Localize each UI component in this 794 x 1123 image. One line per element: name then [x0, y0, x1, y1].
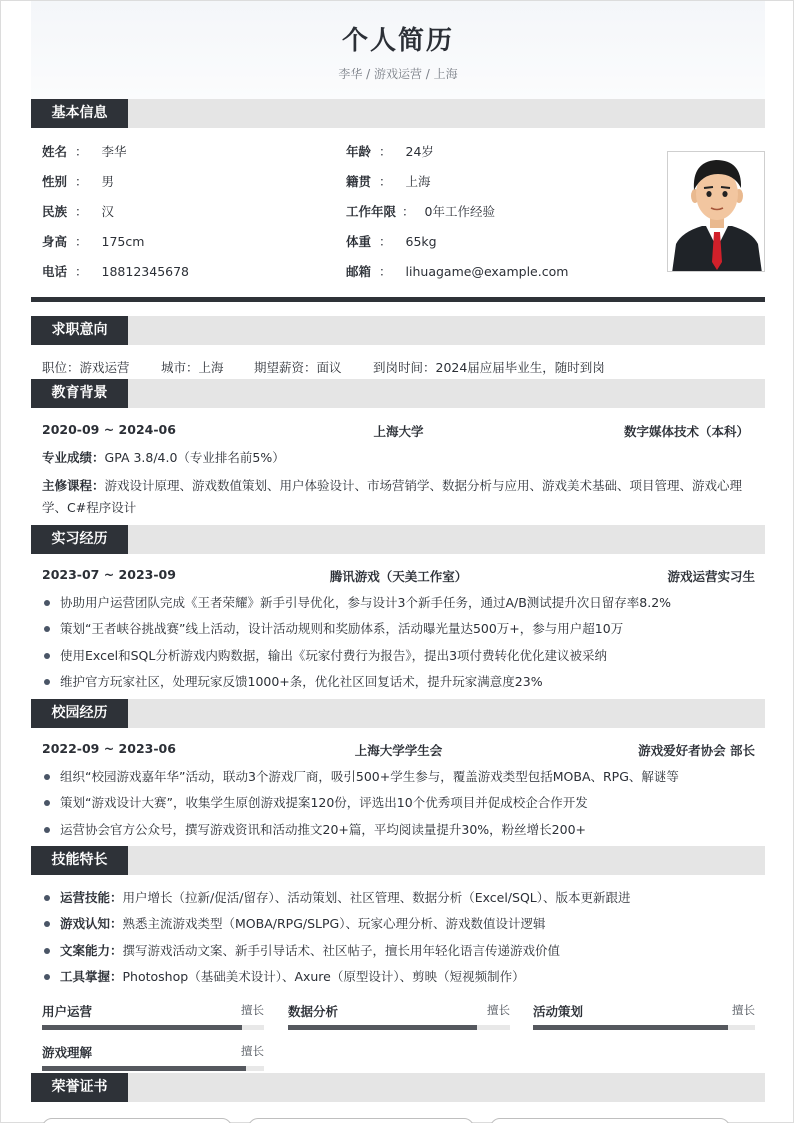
- internship-period: 2023-07 ~ 2023-09: [42, 567, 176, 582]
- honor-badge: [42, 1118, 232, 1123]
- info-label: 民族: [42, 204, 68, 219]
- courses-label: 主修课程：: [42, 478, 105, 493]
- section-header-internship: [31, 525, 765, 554]
- info-value: 65kg: [405, 234, 437, 249]
- skill-bar-track: [42, 1025, 264, 1030]
- info-value: 18812345678: [101, 264, 190, 279]
- section-header-campus: [31, 699, 765, 728]
- info-colon: ：: [75, 234, 88, 249]
- section-title-honors: 荣誉证书: [31, 1073, 128, 1102]
- info-phone: [42, 263, 189, 281]
- info-colon: ：: [75, 264, 88, 279]
- skill-bar-level: 擅长: [487, 1003, 510, 1017]
- skill-bar-name: 数据分析: [288, 1004, 339, 1019]
- info-label: 姓名: [42, 144, 68, 159]
- section-title-internship: 实习经历: [31, 525, 128, 554]
- education-row: [42, 422, 755, 440]
- info-value: 汉: [101, 204, 115, 219]
- intent-position: 职位：游戏运营: [42, 360, 130, 375]
- info-value: 李华: [101, 144, 127, 159]
- gpa-value: GPA 3.8/4.0（专业排名前5%）: [104, 450, 285, 465]
- skill-bar-name: 活动策划: [533, 1004, 584, 1019]
- list-item: 协助用户运营团队完成《王者荣耀》新手引导优化，参与设计3个新手任务，通过A/B测试提升次日留存率8.2%: [42, 590, 755, 616]
- education-major: 数字媒体技术（本科）: [623, 424, 749, 439]
- honor-badge: [248, 1118, 474, 1123]
- skill-bar-level: 擅长: [241, 1044, 264, 1058]
- info-label: 电话: [42, 264, 68, 279]
- campus-list: [42, 764, 755, 843]
- intent-city: 城市：上海: [161, 360, 224, 375]
- list-item: 使用Excel和SQL分析游戏内购数据，输出《玩家付费行为报告》，提出3项付费转化优化建议被采纳: [42, 643, 755, 669]
- courses-value: 游戏设计原理、游戏数值策划、用户体验设计、市场营销学、数据分析与应用、游戏美术基础、项目管理、游戏心理学、C#程序设计: [42, 478, 743, 515]
- info-value: 175cm: [101, 234, 145, 249]
- skill-bar-fill: [288, 1025, 477, 1030]
- section-header-basic: [31, 99, 765, 128]
- section-header-intent: [31, 316, 765, 345]
- info-colon: ：: [379, 264, 392, 279]
- info-origin: [346, 173, 431, 191]
- avatar: [667, 151, 765, 272]
- skill-bar-track: [533, 1025, 755, 1030]
- list-item: [42, 964, 755, 990]
- list-item: 组织“校园游戏嘉年华”活动，联动3个游戏厂商，吸引500+学生参与，覆盖游戏类型包括MOBA、RPG、解谜等: [42, 764, 755, 790]
- skill-label: 游戏认知：: [60, 916, 123, 932]
- info-ethnicity: [42, 203, 114, 221]
- list-item: [42, 911, 755, 937]
- section-header-skills: [31, 846, 765, 875]
- list-item: 策划“王者峡谷挑战赛”线上活动，设计活动规则和奖励体系，活动曝光量达500万+，参与用户超10万: [42, 616, 755, 642]
- skill-bar-name: 游戏理解: [42, 1045, 93, 1060]
- campus-role: 游戏爱好者协会 部长: [638, 743, 755, 758]
- skill-bar-fill: [42, 1025, 242, 1030]
- skill-bar-track: [288, 1025, 510, 1030]
- intent-salary: 期望薪资：面议: [254, 360, 342, 375]
- info-label: 身高: [42, 234, 68, 249]
- internship-role: 游戏运营实习生: [667, 569, 755, 584]
- section-title-basic: 基本信息: [31, 99, 128, 128]
- list-item: 策划“游戏设计大赛”，收集学生原创游戏提案120份，评选出10个优秀项目并促成校企合作开发: [42, 790, 755, 816]
- internship-company: 腾讯游戏（天美工作室）: [329, 569, 468, 584]
- info-years: [346, 203, 495, 221]
- info-colon: ：: [75, 204, 88, 219]
- campus-period: 2022-09 ~ 2023-06: [42, 741, 176, 756]
- list-item: [42, 938, 755, 964]
- info-colon: ：: [75, 174, 88, 189]
- skill-bar-fill: [533, 1025, 728, 1030]
- skill-text: 撰写游戏活动文案、新手引导话术、社区帖子，擅长用年轻化语言传递游戏价值: [122, 942, 561, 958]
- info-value: lihuagame@example.com: [405, 264, 569, 279]
- info-label: 年龄: [346, 144, 372, 159]
- skill-text: 用户增长（拉新/促活/留存）、活动策划、社区管理、数据分析（Excel/SQL）、版本更新跟进: [122, 890, 631, 905]
- skill-text: Photoshop（基础美术设计）、Axure（原型设计）、剪映（短视频制作）: [122, 968, 525, 984]
- info-value: 24岁: [405, 144, 434, 159]
- info-value: 0年工作经验: [424, 204, 495, 219]
- info-label: 籍贯: [346, 174, 372, 189]
- info-label: 邮箱: [346, 264, 372, 279]
- info-value: 男: [101, 174, 115, 189]
- section-title-intent: 求职意向: [31, 316, 128, 345]
- skill-bar-level: 擅长: [241, 1003, 264, 1017]
- list-item: 维护官方玩家社区，处理玩家反馈1000+条，优化社区回复话术，提升玩家满意度23%: [42, 669, 755, 695]
- info-gender: [42, 173, 114, 191]
- skill-bar-fill: [42, 1066, 246, 1071]
- intent-availability: 到岗时间：2024届应届毕业生，随时到岗: [373, 360, 605, 375]
- page-subtitle: 李华 / 游戏运营 / 上海: [338, 67, 458, 81]
- honor-badge: [490, 1118, 730, 1123]
- skill-text: 熟悉主流游戏类型（MOBA/RPG/SLPG）、玩家心理分析、游戏数值设计逻辑: [122, 916, 546, 932]
- gpa-label: 专业成绩：: [42, 450, 105, 465]
- skill-bar-user-ops: [42, 1002, 264, 1032]
- info-value: 上海: [405, 174, 431, 189]
- info-colon: ：: [379, 144, 392, 159]
- section-header-education: [31, 379, 765, 408]
- info-label: 工作年限: [346, 204, 397, 219]
- education-gpa: [42, 447, 755, 469]
- list-item: [42, 885, 755, 911]
- skill-label: 运营技能：: [60, 890, 123, 905]
- info-name: [42, 143, 127, 161]
- skill-bar-event-planning: [533, 1002, 755, 1032]
- skill-bar-level: 擅长: [732, 1003, 755, 1017]
- education-school: 上海大学: [373, 424, 424, 439]
- skill-label: 工具掌握：: [60, 968, 123, 984]
- skills-list: [42, 885, 755, 990]
- info-colon: ：: [379, 234, 392, 249]
- info-email: [346, 263, 568, 281]
- section-title-campus: 校园经历: [31, 699, 128, 728]
- campus-row: [42, 741, 755, 759]
- skill-label: 文案能力：: [60, 942, 123, 958]
- info-label: 体重: [346, 234, 372, 249]
- info-colon: ：: [75, 144, 88, 159]
- campus-org: 上海大学学生会: [354, 743, 443, 758]
- list-item: 运营协会官方公众号，撰写游戏资讯和活动推文20+篇，平均阅读量提升30%，粉丝增长200+: [42, 817, 755, 843]
- info-age: [346, 143, 434, 161]
- skill-bar-track: [42, 1066, 264, 1071]
- section-title-skills: 技能特长: [31, 846, 128, 875]
- section-title-education: 教育背景: [31, 379, 128, 408]
- info-label: 性别: [42, 174, 68, 189]
- section-header-honors: [31, 1073, 765, 1102]
- info-colon: ：: [379, 174, 392, 189]
- education-period: 2020-09 ~ 2024-06: [42, 422, 176, 437]
- internship-list: [42, 590, 755, 695]
- info-colon: ：: [402, 204, 415, 219]
- page-title: 个人简历: [341, 26, 454, 56]
- internship-row: [42, 567, 755, 585]
- skill-bar-game-understanding: [42, 1043, 264, 1073]
- education-courses: [42, 475, 755, 519]
- info-weight: [346, 233, 437, 251]
- skill-bar-data-analysis: [288, 1002, 510, 1032]
- avatar-portrait-icon: [668, 152, 765, 272]
- info-height: [42, 233, 144, 251]
- resume-header: [31, 1, 765, 99]
- divider: [31, 297, 765, 302]
- skill-bar-name: 用户运营: [42, 1004, 93, 1019]
